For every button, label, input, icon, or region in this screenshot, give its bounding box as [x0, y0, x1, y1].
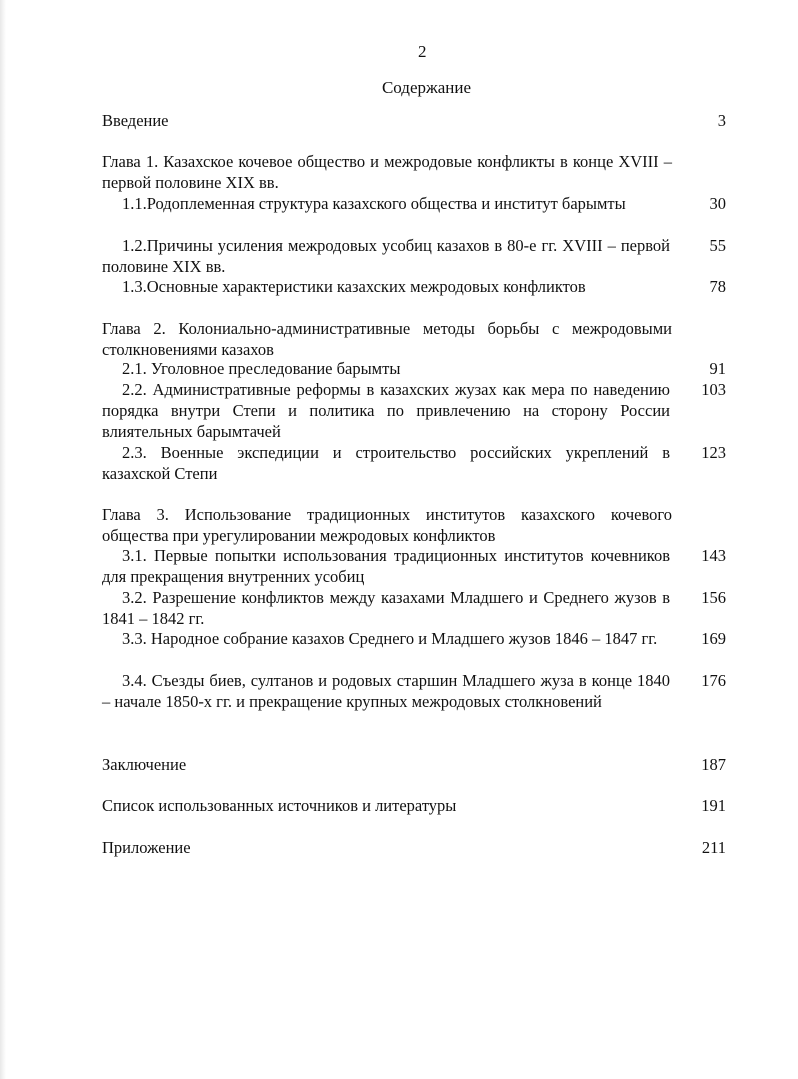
- toc-entry-introduction: Введение: [102, 111, 169, 130]
- toc-section-3-1: 3.1. Первые попытки использования традиционных институтов кочевников для прекращения внутренних усобиц: [102, 546, 670, 586]
- toc-page-2-3: 123: [701, 443, 726, 462]
- toc-section-1-3: 1.3.Основные характеристики казахских межродовых конфликтов: [122, 277, 586, 296]
- toc-page-1-3: 78: [709, 277, 726, 296]
- toc-section-3-2: 3.2. Разрешение конфликтов между казахами Младшего и Среднего жузов в 1841 – 1842 гг.: [102, 588, 670, 628]
- toc-section-2-3: 2.3. Военные экспедиции и строительство российских укреплений в казахской Степи: [102, 443, 670, 483]
- toc-page-conclusion: 187: [701, 755, 726, 774]
- toc-page-3-3: 169: [701, 629, 726, 648]
- toc-section-1-2: 1.2.Причины усиления межродовых усобиц казахов в 80-е гг. XVIII – первой половине XIX вв.: [102, 236, 670, 276]
- toc-section-3-3: 3.3. Народное собрание казахов Среднего и Младшего жузов 1846 – 1847 гг.: [122, 629, 658, 648]
- toc-page-3-4: 176: [701, 671, 726, 690]
- toc-section-2-1: 2.1. Уголовное преследование барымты: [122, 359, 401, 378]
- toc-section-2-2: 2.2. Административные реформы в казахских жузах как мера по наведению порядка внутри Степи и политика по привлечению на сторону России влиятельных барымтачей: [102, 380, 670, 441]
- toc-entry-appendix: Приложение: [102, 838, 191, 857]
- toc-page-introduction: 3: [717, 111, 726, 130]
- toc-title: Содержание: [381, 78, 472, 97]
- toc-entry-bibliography: Список использованных источников и литературы: [102, 796, 457, 815]
- toc-page-2-1: 91: [709, 359, 726, 378]
- toc-page-bibliography: 191: [701, 796, 726, 815]
- toc-entry-conclusion: Заключение: [102, 755, 187, 774]
- scan-edge-shadow: [0, 0, 6, 1079]
- toc-section-3-4: 3.4. Съезды биев, султанов и родовых старшин Младшего жуза в конце 1840 – начале 1850-х гг. и прекращение крупных межродовых столкновений: [102, 671, 670, 711]
- toc-page-1-1: 30: [709, 194, 726, 213]
- page-number: 2: [418, 42, 427, 61]
- toc-page-1-2: 55: [709, 236, 726, 255]
- toc-chapter-1: Глава 1. Казахское кочевое общество и межродовые конфликты в конце XVIII – первой половине XIX вв.: [102, 152, 672, 192]
- toc-section-1-1: 1.1.Родоплеменная структура казахского общества и институт барымты: [122, 194, 626, 213]
- toc-page-3-2: 156: [701, 588, 726, 607]
- toc-page-appendix: 211: [701, 838, 726, 857]
- toc-page-2-2: 103: [701, 380, 726, 399]
- toc-page-3-1: 143: [701, 546, 726, 565]
- toc-chapter-3: Глава 3. Использование традиционных институтов казахского кочевого общества при урегулировании межродовых конфликтов: [102, 505, 672, 545]
- toc-chapter-2: Глава 2. Колониально-административные методы борьбы с межродовыми столкновениями казахов: [102, 319, 672, 359]
